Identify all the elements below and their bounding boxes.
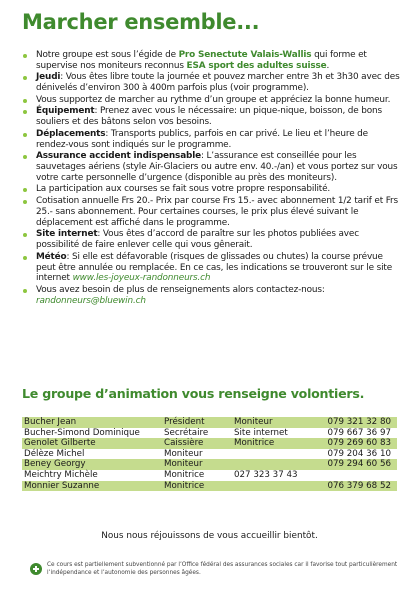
info-bullet-list: [22, 50, 402, 307]
bullet-text: : Prenez avec vous le nécessaire: un pique-nique, boisson, de bons souliers et des bâtons selon vos besoins.: [36, 106, 382, 128]
contact-role: Moniteur: [164, 448, 203, 459]
contact-role-secondary: 027 323 37 43: [234, 469, 298, 480]
contact-role: Monitrice: [162, 481, 232, 492]
plus-circle-icon: [30, 563, 42, 575]
bullet-text: : Si elle est défavorable (risques de glissades ou chutes) la course prévue peut être annulée ou remplacée. En ce cas, les indications se trouveront sur le site internet: [36, 251, 393, 284]
contact-name: Bucher-Simond Dominique: [24, 427, 140, 438]
bullet-text: : Transports publics, parfois en car privé. Le lieu et l’heure de rendez-vous sont indiqués sur le programme.: [36, 128, 368, 150]
link-text[interactable]: randonneurs@bluewin.ch: [36, 295, 146, 306]
bullet-item: [22, 196, 402, 229]
contact-name: Bucher Jean: [22, 417, 162, 428]
bullet-text: .: [326, 60, 330, 71]
contact-name: Beney Georgy: [22, 459, 162, 470]
contacts-table: [22, 417, 397, 491]
table-row: [22, 417, 397, 428]
bullet-item: [22, 184, 402, 195]
table-row: [22, 470, 397, 481]
bullet-text: Jeudi: [36, 72, 61, 83]
bullet-text: Site internet: [36, 229, 98, 240]
contact-role: Caissière: [162, 438, 232, 449]
contact-name: Délèze Michel: [24, 448, 85, 459]
table-row: [22, 438, 397, 449]
section-subtitle: Le groupe d’animation vous renseigne volontiers.: [22, 386, 365, 401]
contact-role: Moniteur: [162, 459, 232, 470]
contact-name: Genolet Gilberte: [22, 438, 162, 449]
bullet-text: Notre groupe est sous l’égide de: [36, 50, 179, 60]
bullet-text: Cotisation annuelle Frs 20.- Prix par course Frs 15.- avec abonnement 1/2 tarif et Frs 25.- sans abonnement. Pour certaines courses, le prix plus élevé suivant le déplacement est affiché dans le programme.: [36, 195, 399, 228]
bullet-item: [22, 95, 402, 106]
bullet-item: [22, 72, 402, 94]
contact-name: Monnier Suzanne: [22, 481, 162, 492]
closing-message: Nous nous réjouissons de vous accueillir bientôt.: [101, 531, 318, 541]
bullet-text: : L’assurance est conseillée pour les sauvetages aériens (style Air-Glaciers ou autre env. 40.-/an) et vous portez sur vous votre carte personnelle d’urgence (disponible au près des moniteurs).: [36, 151, 398, 183]
bullet-item: [22, 229, 402, 251]
page-title: Marcher ensemble...: [22, 10, 260, 34]
bullet-text: Pro Senectute Valais-Wallis: [178, 50, 312, 60]
contact-role-secondary: Moniteur: [232, 417, 324, 428]
contact-role: Président: [162, 417, 232, 428]
bullet-item: [22, 106, 402, 128]
contact-phone: [324, 470, 397, 481]
contact-role: Monitrice: [164, 469, 205, 480]
bullet-text: Vous supportez de marcher au rythme d’un groupe et appréciez la bonne humeur.: [36, 94, 391, 105]
bullet-text: ESA sport des adultes suisse: [186, 60, 327, 71]
bullet-text: Assurance accident indispensable: [36, 151, 201, 162]
bullet-text: Météo: [36, 251, 67, 262]
bullet-item: [22, 151, 402, 184]
bullet-item: [22, 252, 402, 285]
bullet-text: : Vous êtes libre toute la journée et pouvez marcher entre 3h et 3h30 avec des dénivelés d’environ 300 à 400m parfois plus (voir programme).: [36, 72, 400, 94]
contact-role-secondary: [232, 459, 324, 470]
link-text[interactable]: www.les-joyeux-randonneurs.ch: [72, 273, 211, 284]
bullet-text: Équipement: [36, 106, 95, 117]
footer-note: [30, 561, 400, 577]
contact-phone: 079 204 36 10: [327, 448, 391, 459]
bullet-text: La participation aux courses se fait sous votre propre responsabilité.: [36, 184, 331, 195]
bullet-item: [22, 129, 402, 151]
contact-phone: 079 294 60 56: [324, 459, 397, 470]
contact-role: Secrétaire: [164, 427, 209, 438]
bullet-text: qui forme et supervise nos moniteurs reconnus: [36, 50, 367, 71]
footer-text: Ce cours est partiellement subventionné par l’Office fédéral des assurances sociales car il favorise tout particulièrement l’indépendance et l’autonomie des personnes âgées.: [47, 562, 398, 576]
contact-role-secondary: [232, 449, 324, 460]
bullet-text: Vous avez besoin de plus de renseignements alors contactez-nous:: [36, 284, 325, 295]
table-row: [22, 481, 397, 492]
contact-phone: 079 321 32 80: [324, 417, 397, 428]
contact-phone: 079 269 60 83: [324, 438, 397, 449]
contact-phone: 076 379 68 52: [324, 481, 397, 492]
contact-phone: 079 667 36 97: [327, 427, 391, 438]
bullet-text: : Vous êtes d’accord de paraître sur les photos publiées avec possibilité de faire enlever celle qui vous gênerait.: [36, 229, 359, 251]
table-row: [22, 459, 397, 470]
contact-name: Meichtry Michèle: [24, 469, 98, 480]
bullet-item: [22, 50, 402, 72]
contact-role-secondary: Monitrice: [232, 438, 324, 449]
table-row: [22, 428, 397, 439]
contact-role-secondary: Site internet: [234, 427, 288, 438]
bullet-text: Déplacements: [36, 128, 106, 139]
bullet-item: [22, 285, 402, 307]
table-row: [22, 449, 397, 460]
contact-role-secondary: [232, 481, 324, 492]
